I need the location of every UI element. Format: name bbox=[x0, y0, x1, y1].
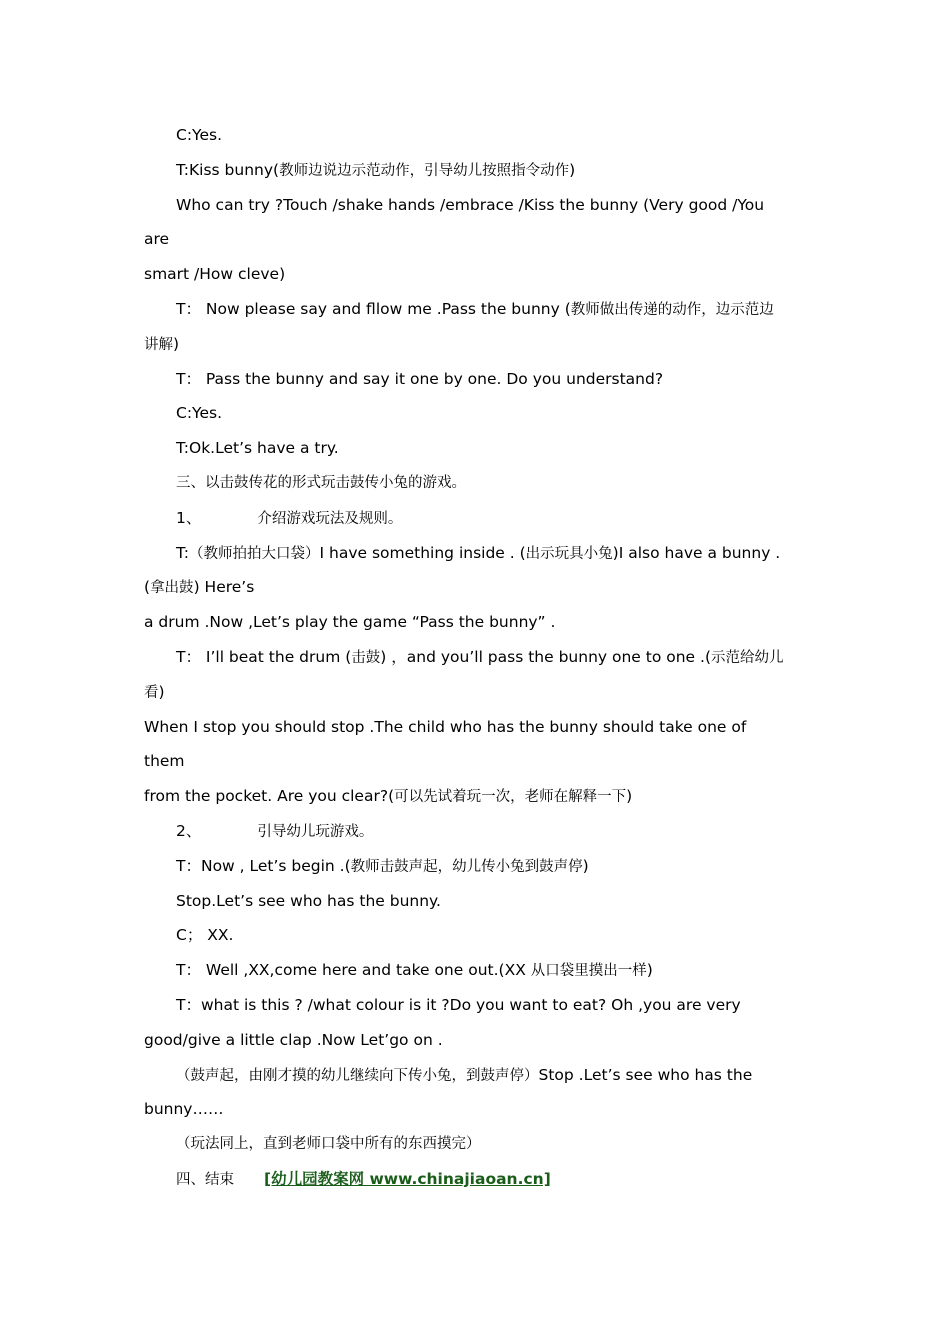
line-28 bbox=[144, 1058, 812, 1093]
line-12 bbox=[144, 501, 812, 536]
line-16-c: ) ，and you’ll pass the bunny one to one .( bbox=[380, 647, 711, 666]
line-29: bunny…… bbox=[144, 1100, 224, 1119]
section-3-heading: 三、以击鼓传花的形式玩击鼓传小兔的游戏。 bbox=[176, 474, 466, 491]
line-22-b: 教师击鼓声起，幼儿传小兔到鼓声停 bbox=[350, 858, 583, 875]
line-7 bbox=[144, 327, 812, 362]
line-16 bbox=[144, 640, 812, 675]
line-2-en: T:Kiss bunny( bbox=[176, 160, 280, 179]
line-2 bbox=[144, 153, 812, 188]
line-14-b: 拿出鼓 bbox=[150, 580, 194, 597]
line-9: C:Yes. bbox=[176, 404, 222, 423]
line-23: Stop.Let’s see who has the bunny. bbox=[176, 891, 441, 910]
line-20-a: from the pocket. Are you clear?( bbox=[144, 787, 395, 806]
line-5: smart /How cleve) bbox=[144, 265, 286, 284]
line-22 bbox=[144, 849, 812, 884]
document-page bbox=[144, 118, 812, 1197]
line-13-e: )I also have a bunny . bbox=[612, 543, 781, 562]
line-13-d: 出示玩具小兔 bbox=[525, 545, 613, 562]
line-16-d: 示范给幼儿 bbox=[711, 649, 784, 666]
line-25 bbox=[144, 953, 812, 988]
line-20 bbox=[144, 779, 812, 814]
line-24: C； XX. bbox=[176, 926, 234, 945]
step-1-number: 1、 bbox=[176, 508, 202, 527]
line-17-end: ) bbox=[158, 682, 165, 701]
step-2-title: 引导幼儿玩游戏。 bbox=[257, 823, 374, 840]
line-6-cn: 教师做出传递的动作，边示范边 bbox=[570, 301, 774, 318]
step-1-title: 介绍游戏玩法及规则。 bbox=[257, 510, 403, 527]
line-22-c: ) bbox=[582, 856, 589, 875]
line-28-en: Stop .Let’s see who has the bbox=[538, 1065, 753, 1084]
line-21 bbox=[144, 814, 812, 849]
line-25-a: T： Well ,XX,come here and take one out.(XX bbox=[176, 961, 531, 980]
line-31 bbox=[144, 1162, 812, 1197]
section-4-heading: 四、结束 bbox=[176, 1171, 234, 1188]
line-16-a: T： I’ll beat the drum ( bbox=[176, 647, 352, 666]
site-link[interactable]: [幼儿园教案网 www.chinajiaoan.cn] bbox=[264, 1169, 551, 1188]
line-20-c: ) bbox=[626, 787, 633, 806]
line-26: T：what is this ? /what colour is it ?Do you want to eat? Oh ,you are very bbox=[176, 995, 741, 1014]
line-7-cn: 讲解 bbox=[144, 336, 173, 353]
line-20-b: 可以先试着玩一次，老师在解释一下 bbox=[394, 789, 627, 806]
step-2-number: 2、 bbox=[176, 821, 202, 840]
line-2-end: ) bbox=[569, 160, 576, 179]
line-6-en: T： Now please say and fllow me .Pass the bunny ( bbox=[176, 299, 571, 318]
line-14-a: ( bbox=[144, 578, 151, 597]
line-14 bbox=[144, 570, 812, 605]
line-16-b: 击鼓 bbox=[351, 649, 381, 666]
line-18: When I stop you should stop .The child who has the bunny should take one of bbox=[144, 717, 747, 736]
line-13-b: （教师拍拍大口袋） bbox=[189, 545, 320, 562]
line-22-a: T：Now , Let’s begin .( bbox=[176, 856, 351, 875]
line-8: T： Pass the bunny and say it one by one. Do you understand? bbox=[176, 369, 664, 388]
line-1: C:Yes. bbox=[176, 126, 222, 144]
line-13-a: T: bbox=[176, 543, 189, 562]
line-19: them bbox=[144, 752, 185, 771]
line-3: Who can try ?Touch /shake hands /embrace /Kiss the bunny (Very good /You bbox=[176, 195, 765, 214]
line-13 bbox=[144, 536, 812, 571]
line-17 bbox=[144, 675, 812, 710]
line-13-c: I have something inside . ( bbox=[319, 543, 526, 562]
line-28-cn: （鼓声起，由刚才摸的幼儿继续向下传小兔，到鼓声停） bbox=[176, 1067, 539, 1084]
line-4: are bbox=[144, 230, 170, 249]
line-10: T:Ok.Let’s have a try. bbox=[176, 439, 339, 458]
line-27: good/give a little clap .Now Let’go on . bbox=[144, 1030, 443, 1049]
line-15: a drum .Now ,Let’s play the game “Pass the bunny” . bbox=[144, 613, 556, 632]
line-14-c: ) Here’s bbox=[193, 578, 255, 597]
line-2-cn: 教师边说边示范动作，引导幼儿按照指令动作 bbox=[279, 162, 570, 179]
line-17-cn: 看 bbox=[144, 684, 159, 701]
line-6 bbox=[144, 292, 812, 327]
line-7-end: ) bbox=[173, 334, 180, 353]
line-25-c: ) bbox=[646, 961, 653, 980]
line-30: （玩法同上，直到老师口袋中所有的东西摸完） bbox=[176, 1136, 481, 1153]
line-25-b: 从口袋里摸出一样 bbox=[530, 963, 647, 980]
